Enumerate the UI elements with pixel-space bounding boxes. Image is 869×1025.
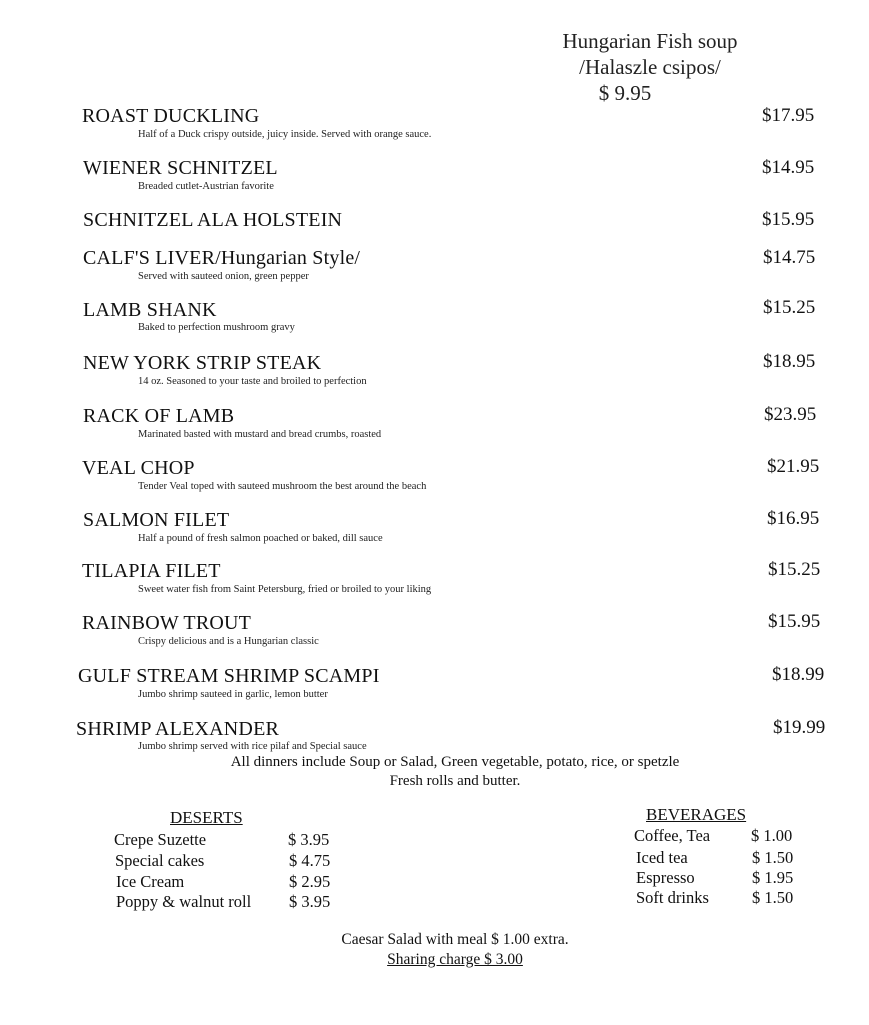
item-description: Sweet water fish from Saint Petersburg, fried or broiled to your liking <box>138 584 432 595</box>
item-price: $15.95 <box>768 611 821 632</box>
item-price: $19.99 <box>773 717 826 738</box>
item-name: LAMB SHANK <box>83 299 217 321</box>
item-price: $23.95 <box>764 404 817 425</box>
item-description: Jumbo shrimp served with rice pilaf and Special sauce <box>138 741 367 752</box>
item-name: TILAPIA FILET <box>82 560 221 582</box>
item-price: $15.25 <box>768 559 821 580</box>
desert-name: Special cakes <box>115 851 205 870</box>
menu-item <box>0 157 869 207</box>
desert-name: Ice Cream <box>116 872 185 891</box>
menu-item <box>0 299 869 349</box>
menu-item <box>0 405 869 455</box>
item-price: $15.25 <box>763 297 816 318</box>
menu-item <box>0 665 869 715</box>
deserts-title: DESERTS <box>170 808 243 827</box>
menu-item <box>0 509 869 559</box>
item-price: $14.95 <box>762 157 815 178</box>
item-name: ROAST DUCKLING <box>82 105 260 127</box>
special-soup-subtitle: /Halaszle csipos/ <box>579 55 721 79</box>
special-soup-price: $ 9.95 <box>598 81 652 105</box>
beverage-name: Coffee, Tea <box>634 826 711 845</box>
item-name: SALMON FILET <box>83 509 230 531</box>
menu-item <box>0 247 869 297</box>
caesar-salad-note: Caesar Salad with meal $ 1.00 extra. <box>341 931 569 948</box>
item-description: Half of a Duck crispy outside, juicy inside. Served with orange sauce. <box>138 129 432 140</box>
desert-price: $ 3.95 <box>288 830 330 849</box>
special-soup <box>520 28 780 106</box>
beverage-name: Espresso <box>636 868 695 887</box>
menu-item <box>0 560 869 610</box>
menu-item <box>0 105 869 155</box>
item-description: 14 oz. Seasoned to your taste and broiled to perfection <box>138 376 367 387</box>
item-description: Jumbo shrimp sauteed in garlic, lemon butter <box>138 689 328 700</box>
beverage-name: Iced tea <box>636 848 688 867</box>
item-description: Breaded cutlet-Austrian favorite <box>138 181 274 192</box>
item-name: SCHNITZEL ALA HOLSTEIN <box>83 209 343 231</box>
item-name: GULF STREAM SHRIMP SCAMPI <box>78 665 380 687</box>
item-price: $21.95 <box>767 456 820 477</box>
item-description: Tender Veal toped with sauteed mushroom the best around the beach <box>138 481 427 492</box>
item-description: Crispy delicious and is a Hungarian classic <box>138 636 319 647</box>
item-price: $16.95 <box>767 508 820 529</box>
item-name: SHRIMP ALEXANDER <box>76 718 280 740</box>
desert-name: Poppy & walnut roll <box>116 892 252 911</box>
beverage-price: $ 1.50 <box>752 848 794 867</box>
item-price: $18.95 <box>763 351 816 372</box>
item-name: WIENER SCHNITZEL <box>83 157 278 179</box>
item-description: Marinated basted with mustard and bread crumbs, roasted <box>138 429 382 440</box>
menu-item <box>0 457 869 507</box>
item-description: Half a pound of fresh salmon poached or baked, dill sauce <box>138 533 383 544</box>
item-name: RAINBOW TROUT <box>82 612 252 634</box>
item-name: RACK OF LAMB <box>83 405 235 427</box>
item-price: $15.95 <box>762 209 815 230</box>
desert-name: Crepe Suzette <box>114 830 207 849</box>
fresh-rolls-note: Fresh rolls and butter. <box>389 773 521 789</box>
beverage-price: $ 1.95 <box>752 868 794 887</box>
beverage-price: $ 1.50 <box>752 888 794 907</box>
menu-item <box>0 352 869 402</box>
desert-price: $ 3.95 <box>289 892 331 911</box>
sharing-charge-wrapper <box>0 951 869 969</box>
beverage-price: $ 1.00 <box>751 826 793 845</box>
item-price: $18.99 <box>772 664 825 685</box>
special-soup-name: Hungarian Fish soup <box>562 29 738 53</box>
item-price: $14.75 <box>763 247 816 268</box>
beverages-title: BEVERAGES <box>646 805 747 824</box>
desert-price: $ 2.95 <box>289 872 331 891</box>
item-name: VEAL CHOP <box>82 457 195 479</box>
sharing-charge-note: Sharing charge $ 3.00 <box>387 951 523 968</box>
beverage-name: Soft drinks <box>636 888 709 907</box>
item-name: CALF'S LIVER/Hungarian Style/ <box>83 247 361 269</box>
item-price: $17.95 <box>762 105 815 126</box>
item-name: NEW YORK STRIP STEAK <box>83 352 322 374</box>
desert-price: $ 4.75 <box>289 851 331 870</box>
dinner-includes-note: All dinners include Soup or Salad, Green vegetable, potato, rice, or spetzle <box>230 754 680 770</box>
item-description: Served with sauteed onion, green pepper <box>138 271 309 282</box>
item-description: Baked to perfection mushroom gravy <box>138 322 295 333</box>
menu-item <box>0 612 869 662</box>
